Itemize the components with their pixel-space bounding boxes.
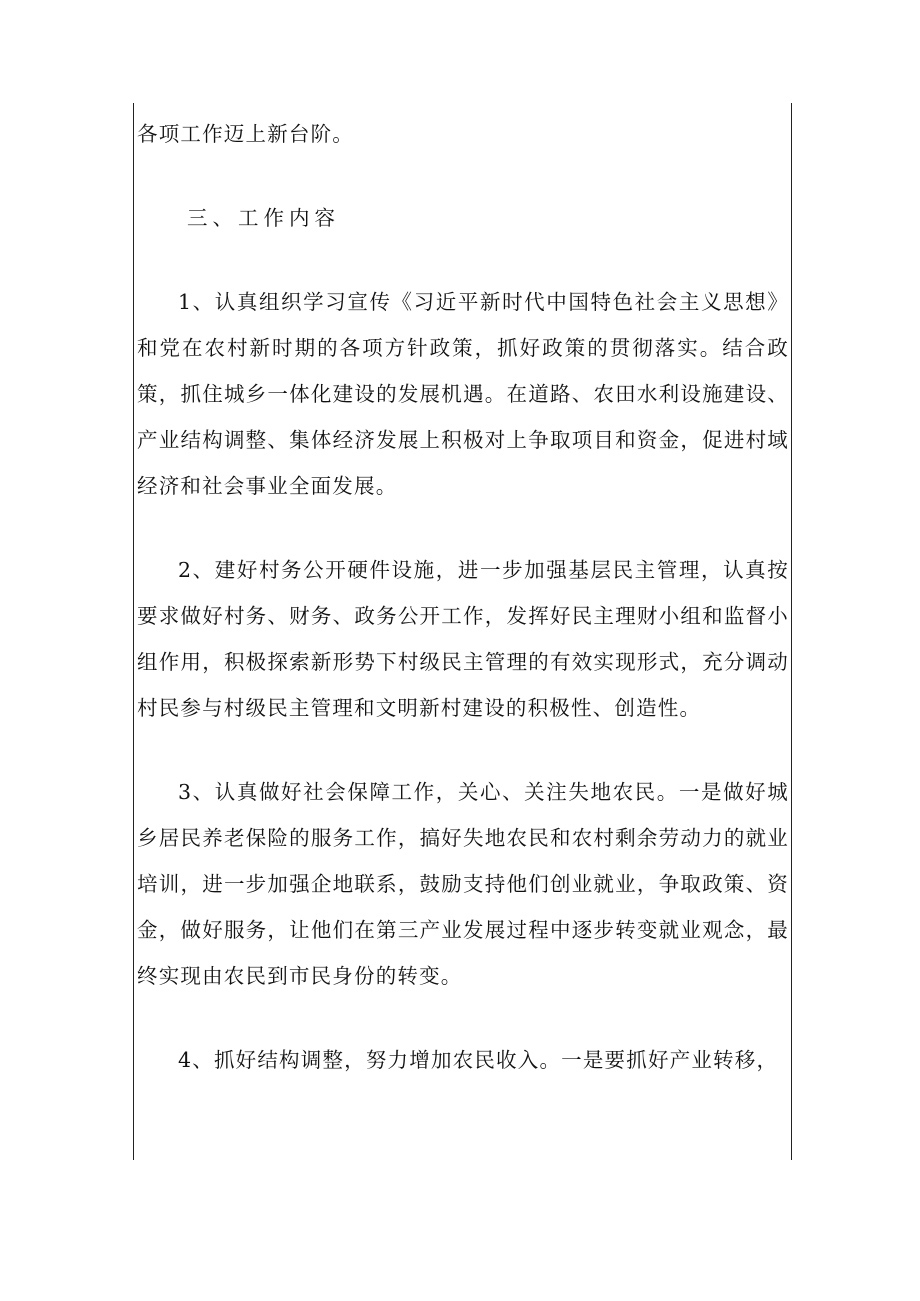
paragraph-4: 4、抓好结构调整，努力增加农民收入。一是要抓好产业转移， — [178, 1048, 779, 1072]
document-body — [137, 111, 789, 1083]
table-border-right — [791, 103, 792, 1160]
section-heading: 三、工作内容 — [187, 206, 340, 230]
continuation-text: 各项工作迈上新台阶。 — [137, 122, 354, 146]
table-border-left — [133, 103, 134, 1160]
paragraph-2: 2、建好村务公开硬件设施，进一步加强基层民主管理，认真按要求做好村务、财务、政务公开工作，发挥好民主理财小组和监督小组作用，积极探索新形势下村级民主管理的有效实现形式，充分调动村民参与村级民主管理和文明新村建设的积极性、创造性。 — [137, 558, 789, 720]
paragraph-3: 3、认真做好社会保障工作，关心、关注失地农民。一是做好城乡居民养老保险的服务工作，搞好失地农民和农村剩余劳动力的就业培训，进一步加强企地联系，鼓励支持他们创业就业，争取政策、资金，做好服务，让他们在第三产业发展过程中逐步转变就业观念，最终实现由农民到市民身份的转变。 — [137, 780, 789, 988]
paragraph-1: 1、认真组织学习宣传《习近平新时代中国特色社会主义思想》和党在农村新时期的各项方针政策，抓好政策的贯彻落实。结合政策，抓住城乡一体化建设的发展机遇。在道路、农田水利设施建设、产业结构调整、集体经济发展上积极对上争取项目和资金，促进村域经济和社会事业全面发展。 — [137, 290, 789, 498]
